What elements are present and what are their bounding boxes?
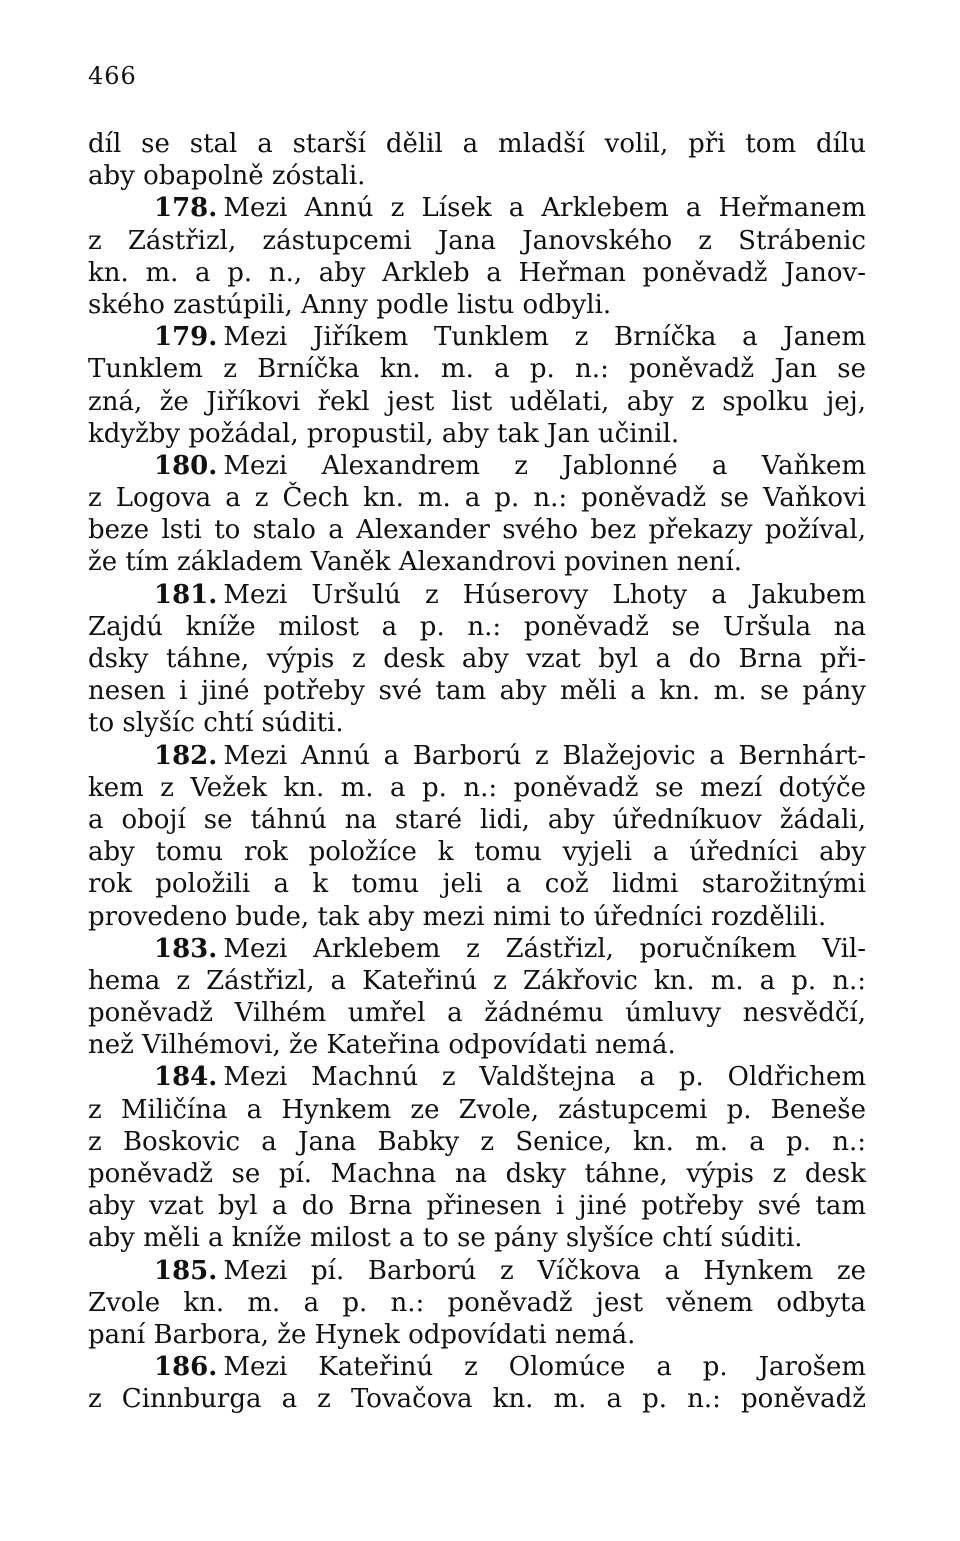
entry-number: 183. [154, 933, 218, 964]
line-text: aby vzat byl a do Brna přinesen i jiné potřeby své tam [88, 1191, 866, 1222]
entry-number: 181. [154, 579, 218, 610]
entry-number: 185. [154, 1255, 218, 1286]
line-text: kdyžby požádal, propustil, aby tak Jan učinil. [88, 418, 680, 449]
text-line [88, 514, 866, 546]
line-text: aby tomu rok položíce k tomu vyjeli a úředníci aby [88, 837, 866, 868]
text-line [88, 257, 866, 289]
line-text: Mezi pí. Barború z Víčkova a Hynkem ze [223, 1255, 866, 1286]
line-text: Mezi Uršulú z Húserovy Lhoty a Jakubem [223, 579, 866, 610]
entry-number: 180. [154, 450, 218, 481]
line-text: Mezi Arklebem z Zástřizl, poručníkem Vil- [223, 933, 866, 964]
line-text: z Miličína a Hynkem ze Zvole, zástupcemi p. Beneše [88, 1094, 866, 1125]
line-text: a obojí se táhnú na staré lidi, aby úředníkuov žádali, [88, 804, 866, 835]
text-line [88, 1061, 866, 1093]
line-text: to slyšíc chtí súditi. [88, 708, 344, 739]
text-line [88, 321, 866, 353]
line-text: Mezi Machnú z Valdštejna a p. Oldřichem [223, 1062, 866, 1093]
line-text: z Boskovic a Jana Babky z Senice, kn. m. a p. n.: [88, 1126, 866, 1157]
line-text: Zajdú kníže milost a p. n.: poněvadž se Uršula na [88, 611, 866, 642]
entry-number: 182. [154, 740, 218, 771]
text-line [88, 868, 866, 900]
text-line [88, 1319, 866, 1351]
line-text: z Logova a z Čech kn. m. a p. n.: poněvadž se Vaňkovi [88, 483, 866, 514]
line-text: Mezi Annú z Lísek a Arklebem a Heřmanem [223, 193, 866, 224]
entry-number: 184. [154, 1062, 218, 1093]
text-line [88, 804, 866, 836]
text-line [88, 225, 866, 257]
line-text: Zvole kn. m. a p. n.: poněvadž jest věnem odbyta [88, 1287, 866, 1318]
page-number: 466 [88, 62, 137, 90]
text-line [88, 353, 866, 385]
text-line [88, 128, 866, 160]
text-line [88, 1126, 866, 1158]
text-line [88, 1287, 866, 1319]
line-text: Mezi Annú a Barború z Blažejovic a Bernhárt- [223, 740, 866, 771]
entry-number: 179. [154, 322, 218, 353]
text-line [88, 1255, 866, 1287]
text-line [88, 450, 866, 482]
text-line [88, 289, 866, 321]
text-line [88, 707, 866, 739]
line-text: poněvadž Vilhém umřel a žádnému úmluvy nesvědčí, [88, 998, 866, 1029]
line-text: Tunklem z Brníčka kn. m. a p. n.: poněvadž Jan se [88, 354, 866, 385]
text-line [88, 1351, 866, 1383]
entry-number: 178. [154, 193, 218, 224]
line-text: zná, že Jiříkovi řekl jest list udělati, aby z spolku jej, [88, 386, 866, 417]
text-line [88, 965, 866, 997]
text-line [88, 836, 866, 868]
text-line [88, 1383, 866, 1415]
entry-number: 186. [154, 1352, 218, 1383]
line-text: paní Barbora, že Hynek odpovídati nemá. [88, 1319, 636, 1350]
text-line [88, 643, 866, 675]
text-line [88, 1190, 866, 1222]
line-text: než Vilhémovi, že Kateřina odpovídati nemá. [88, 1030, 676, 1061]
text-line [88, 933, 866, 965]
text-line [88, 1029, 866, 1061]
text-line [88, 901, 866, 933]
line-text: dsky táhne, výpis z desk aby vzat byl a do Brna při- [88, 644, 866, 674]
text-line [88, 740, 866, 772]
text-line [88, 1094, 866, 1126]
line-text: kn. m. a p. n., aby Arkleb a Heřman poněvadž Janov- [88, 257, 866, 288]
line-text: Mezi Kateřinú z Olomúce a p. Jarošem [223, 1352, 866, 1383]
line-text: rok položili a k tomu jeli a což lidmi starožitnými [88, 869, 866, 900]
line-text: že tím základem Vaněk Alexandrovi povinen není. [88, 547, 743, 578]
line-text: nesen i jiné potřeby své tam aby měli a kn. m. se pány [88, 676, 866, 707]
line-text: kem z Vežek kn. m. a p. n.: poněvadž se mezí dotýče [88, 772, 866, 803]
text-line [88, 1222, 866, 1254]
line-text: z Cinnburga a z Tovačova kn. m. a p. n.: poněvadž [88, 1384, 866, 1415]
line-text: Mezi Jiříkem Tunklem z Brníčka a Janem [223, 322, 866, 353]
text-line [88, 418, 866, 450]
line-text: díl se stal a starší dělil a mladší volil, při tom dílu [88, 129, 866, 159]
line-text: Mezi Alexandrem z Jablonné a Vaňkem [223, 450, 866, 481]
text-line [88, 160, 866, 192]
line-text: z Zástřizl, zástupcemi Jana Janovského z Strábenic [88, 225, 866, 256]
line-text: beze lsti to stalo a Alexander svého bez překazy požíval, [88, 515, 866, 546]
line-text: aby obapolně zóstali. [88, 161, 366, 192]
text-line [88, 997, 866, 1029]
text-line [88, 579, 866, 611]
line-text: ského zastúpili, Anny podle listu odbyli. [88, 289, 612, 320]
text-line [88, 192, 866, 224]
text-line [88, 675, 866, 707]
text-line [88, 772, 866, 804]
line-text: poněvadž se pí. Machna na dsky táhne, výpis z desk [88, 1159, 866, 1189]
line-text: provedeno bude, tak aby mezi nimi to úředníci rozdělili. [88, 901, 827, 932]
body-text [88, 128, 866, 1416]
text-line [88, 546, 866, 578]
text-line [88, 1158, 866, 1190]
text-line [88, 611, 866, 643]
text-line [88, 386, 866, 418]
line-text: hema z Zástřizl, a Kateřinú z Zákřovic kn. m. a p. n.: [88, 965, 866, 996]
line-text: aby měli a kníže milost a to se pány slyšíce chtí súditi. [88, 1223, 803, 1254]
text-line [88, 482, 866, 514]
